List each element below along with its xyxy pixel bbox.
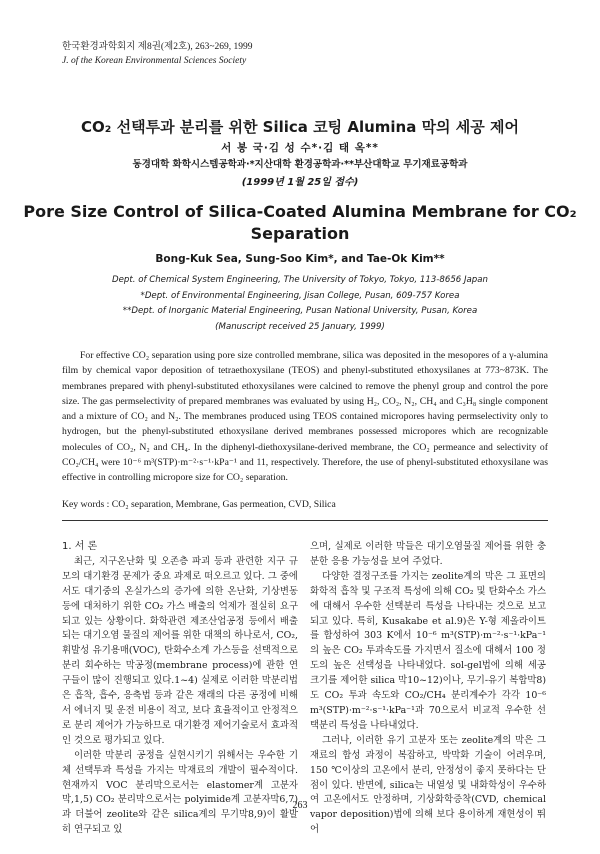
english-title: Pore Size Control of Silica-Coated Alumina Membrane for CO₂ Separation — [23, 202, 577, 243]
left-column — [62, 540, 298, 838]
keywords: Key words : CO₂ separation, Membrane, Gas permeation, CVD, Silica — [62, 499, 336, 510]
right-column — [310, 540, 546, 838]
korean-title: CO₂ 선택투과 분리를 위한 Silica 코팅 Alumina 막의 세공 제어 — [81, 118, 519, 136]
affiliation-line: Dept. of Chemical System Engineering, The University of Tokyo, Tokyo, 113-8656 Japan — [112, 275, 488, 285]
korean-received-date: (1999년 1월 25일 접수) — [241, 177, 359, 188]
paragraph: 으며, 실제로 이러한 막들은 대기오염물질 제어를 위한 충분한 응용 가능성을 보여 주었다. — [310, 541, 546, 567]
journal-header — [62, 40, 252, 68]
paragraph: 다양한 결정구조를 가지는 zeolite계의 막은 그 표면의 화학적 흡착 및 구조적 특성에 의해 CO₂ 및 탄화수소 가스에 대해서 우수한 선택분리 특성을 나타내는 것으로 보고되고 있다. 특히, Kusakabe et al.9)은 Y-형 제올라이트를 합성하여 303 K에서 10⁻⁶ m³(STP)·m⁻²·s⁻¹·kPa⁻¹의 높은 CO₂ 투과속도를 가지면서 질소에 대해서 100 정도의 높은 선택성을 나타내었다. sol-gel법에 의해 세공 크기를 제어한 silica 막10~12)이나, 무기-유기 복합막8)도 CO₂ 투과 속도와 CO₂/CH₄ 분리계수가 각각 10⁻⁶ m³(STP)·m⁻²·s⁻¹·kPa⁻¹과 70으로서 비교적 우수한 선택분리 특성을 나타내었다. — [310, 570, 546, 731]
korean-affiliation: 동경대학 화학시스템공학과·*지산대학 환경공학과·**부산대학교 무기재료공학과 — [132, 159, 468, 170]
affiliation-line: *Dept. of Environmental Engineering, Jisan College, Pusan, 609-757 Korea — [140, 290, 460, 301]
english-authors: Bong-Kuk Sea, Sung-Soo Kim*, and Tae-Ok Kim** — [155, 253, 445, 265]
journal-english: J. of the Korean Environmental Sciences Society — [62, 56, 247, 66]
paragraph: 그러나, 이러한 유기 고분자 또는 zeolite계의 막은 그 재료의 합성 과정이 복잡하고, 박막화 기술이 어려우며, 150 ℃이상의 고온에서 분리, 안정성이 좋지 못하다는 단점이 있다. 반면에, silica는 내열성 및 내화학성이 우수하여 고온에서도 안정하며, 기상화학증착(CVD, chemical vapor deposition)법에 의해 보다 용이하게 재현성이 뛰어 — [310, 734, 546, 836]
page-number: 263 — [292, 800, 308, 811]
korean-authors: 서 봉 국·김 성 수*·김 태 옥** — [221, 142, 379, 154]
paragraph: 최근, 지구온난화 및 오존층 파괴 등과 관련한 지구 규모의 대기환경 문제가 중요 과제로 떠오르고 있다. 그 중에서도 대기중의 온실가스의 증가에 의한 온난화, 기상변동 등에 대처하기 위한 CO₂ 가스 배출의 억제가 절실히 요구되고 있는 상황이다. 화학관련 제조산업공정 등에서 배출되는 대기오염 물질의 제어를 위한 대책의 하나로서, CO₂, 휘발성 유기용매(VOC), 탄화수소계 가스등을 선택적으로 분리 회수하는 막공정(membrane process)에 관한 연구들이 많이 진행되고 있다.1~4) 실제로 이러한 막분리법은 흡착, 흡수, 응축법 등과 같은 재래의 다른 공정에 비해서 에너지 및 운전 비용이 적고, 보다 효율적이고 안정적으로 분리 제어가 가능하므로 대기환경 제어기술로서 효과적인 것으로 평가되고 있다. — [62, 555, 298, 746]
section-heading: 1. 서 론 — [62, 541, 98, 552]
affiliation-line: **Dept. of Inorganic Material Engineering, Pusan National University, Pusan, Korea — [122, 306, 478, 316]
english-affiliations — [0, 273, 600, 335]
abstract: For effective CO₂ separation using pore size controlled membrane, silica was deposited in the mesopores of a γ-alumina film by chemical vapor deposition of tetraethoxysilane (TEOS) and phenyl-substituted ethoxysilanes at 773~873K. The membranes prepared with phenyl-substituted ethoxysilanes were calcined to remove the phenyl group and control the pore size. The gas permselectivity of prepared membranes was evaluated by using H₂, CO₂, N₂, CH₄ and C₃H₈ single component and a mixture of CO₂ and N₂. The membranes produced using TEOS contained micropores having permselectivity only to hydrogen, but the phenyl-substituted ethoxysilane derived membranes possessed micropores which are recognizable molecules of CO₂, N₂ and CH₄. In the diphenyl-diethoxysilane-derived membrane, the CO₂ permeance and selectivity of CO₂/CH₄ were 10⁻⁶ m³(STP)·m⁻²·s⁻¹·kPa⁻¹ and 11, respectively. Therefore, the use of phenyl-substituted ethoxysilane was effective in controlling micropore size for CO₂ separation. — [62, 350, 548, 484]
journal-korean: 한국환경과학회지 제8권(제2호), 263~269, 1999 — [62, 42, 253, 52]
manuscript-received: (Manuscript received 25 January, 1999) — [215, 321, 385, 332]
divider — [62, 520, 548, 521]
paragraph: 이러한 막분리 공정을 실현시키기 위해서는 우수한 기체 선택투과 특성을 가지는 막재료의 개발이 필수적이다. 현재까지 VOC 분리막으로서는 elastomer계 고분자막,1,5) CO₂ 분리막으로서는 polyimide계 고분자막6,7)과 더불어 zeolite와 같은 silica계의 무기막8,9)이 활발히 연구되고 있 — [62, 749, 298, 836]
